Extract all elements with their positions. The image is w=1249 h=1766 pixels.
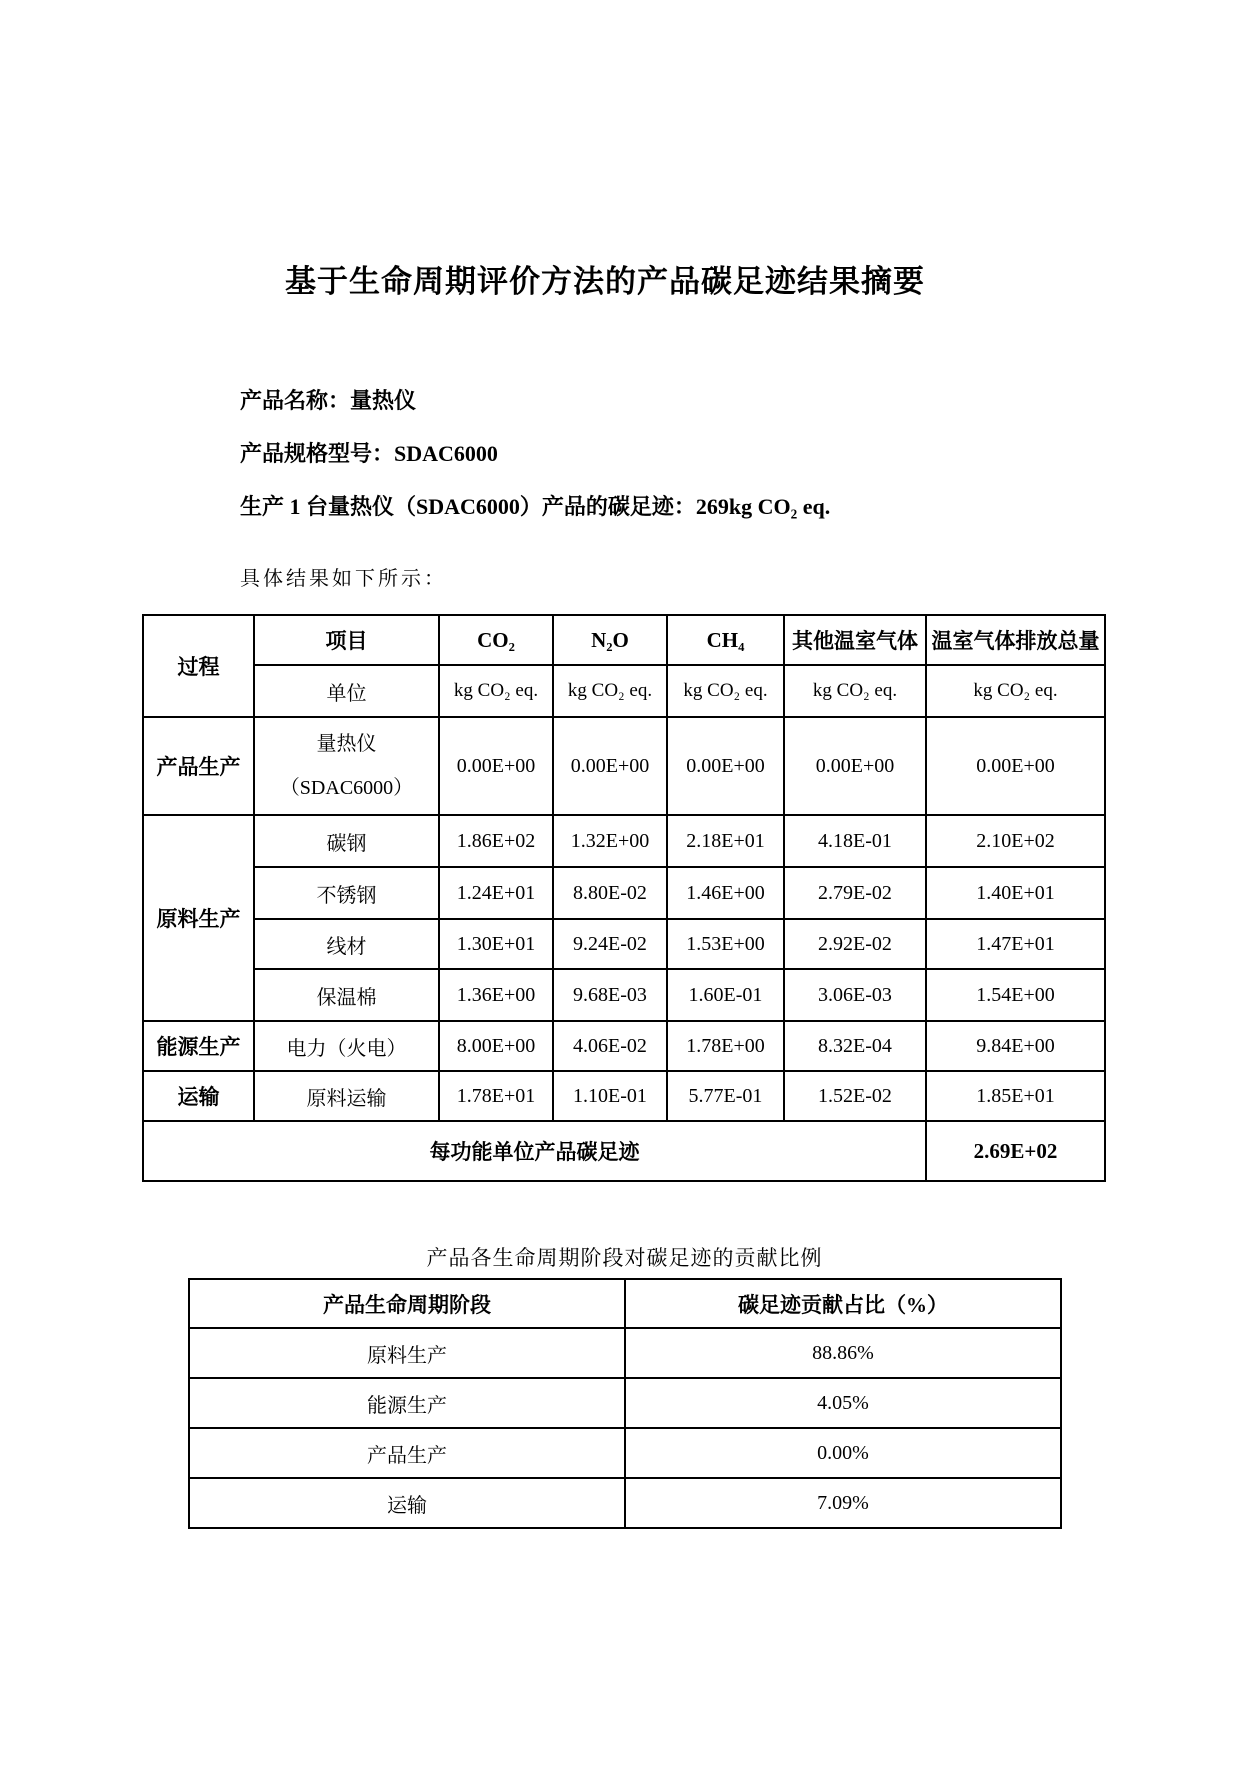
cell-item-line2: （SDAC6000） [279,777,414,799]
product-model-line: 产品规格型号：SDAC6000 [240,441,498,466]
cell-value: 4.18E-01 [784,815,926,867]
cell-value: 2.79E-02 [784,867,926,919]
cell-value: 9.84E+00 [926,1021,1105,1071]
header-row-units [143,665,1105,717]
cell-stage: 运输 [189,1478,625,1528]
col-header-process: 过程 [143,615,254,717]
contribution-row-raw-material [189,1328,1061,1378]
cell-value: 0.00E+00 [439,717,553,815]
cell-share: 0.00% [625,1428,1061,1478]
cell-share: 7.09% [625,1478,1061,1528]
cell-value: 3.06E-03 [784,969,926,1021]
cell-stage: 产品生产 [189,1428,625,1478]
table-footer-label: 每功能单位产品碳足迹 [143,1121,926,1181]
cell-value: 1.78E+01 [439,1071,553,1121]
page-title: 基于生命周期评价方法的产品碳足迹结果摘要 [285,264,925,299]
cell-share: 4.05% [625,1378,1061,1428]
table-footer-value: 2.69E+02 [926,1121,1105,1181]
cell-value: 5.77E-01 [667,1071,784,1121]
table-row-transport [143,1071,1105,1121]
row-label-energy-production: 能源生产 [143,1021,254,1071]
cell-value: 1.53E+00 [667,919,784,969]
cell-item-calorimeter [254,717,439,815]
cell-value: 1.85E+01 [926,1071,1105,1121]
cell-value: 1.78E+00 [667,1021,784,1071]
cell-value: 4.06E-02 [553,1021,667,1071]
cell-value: 1.54E+00 [926,969,1105,1021]
table-row-carbon-steel [143,815,1105,867]
cell-value: 1.40E+01 [926,867,1105,919]
contribution-header-row [189,1279,1061,1328]
emissions-table [142,614,1106,1182]
cell-value: 8.80E-02 [553,867,667,919]
cell-value: 2.10E+02 [926,815,1105,867]
col-header-ch4: CH₄ [667,615,784,665]
cell-value: 1.36E+00 [439,969,553,1021]
table-row-product-production [143,717,1105,815]
cell-value: 1.52E-02 [784,1071,926,1121]
cell-value: 1.47E+01 [926,919,1105,969]
cell-value: 1.30E+01 [439,919,553,969]
contribution-row-energy [189,1378,1061,1428]
col-header-n2o: N₂O [553,615,667,665]
table-row-wire [143,919,1105,969]
table-footer-row [143,1121,1105,1181]
cell-share: 88.86% [625,1328,1061,1378]
row-label-transport: 运输 [143,1071,254,1121]
contribution-row-product [189,1428,1061,1478]
cell-item: 不锈钢 [254,867,439,919]
cell-value: 8.32E-04 [784,1021,926,1071]
col-header-co2: CO₂ [439,615,553,665]
cell-item: 保温棉 [254,969,439,1021]
table-row-electricity [143,1021,1105,1071]
cell-item: 碳钢 [254,815,439,867]
col-header-total-ghg: 温室气体排放总量 [926,615,1105,665]
unit-row-label: 单位 [254,665,439,717]
cell-value: 1.24E+01 [439,867,553,919]
col-header-stage: 产品生命周期阶段 [189,1279,625,1328]
unit-cell-n2o: kg CO₂ eq. [553,665,667,717]
cell-item-line1: 量热仪 [316,733,377,755]
cell-value: 1.32E+00 [553,815,667,867]
col-header-item: 项目 [254,615,439,665]
cell-value: 2.92E-02 [784,919,926,969]
unit-cell-ch4: kg CO₂ eq. [667,665,784,717]
cell-value: 9.68E-03 [553,969,667,1021]
unit-cell-co2: kg CO₂ eq. [439,665,553,717]
cell-value: 2.18E+01 [667,815,784,867]
cell-item: 电力（火电） [254,1021,439,1071]
cell-value: 8.00E+00 [439,1021,553,1071]
cell-item: 线材 [254,919,439,969]
contribution-table-title: 产品各生命周期阶段对碳足迹的贡献比例 [426,1246,823,1270]
cell-value: 1.86E+02 [439,815,553,867]
unit-cell-other-ghg: kg CO₂ eq. [784,665,926,717]
cell-value: 1.60E-01 [667,969,784,1021]
product-footprint-line: 生产 1 台量热仪（SDAC6000）产品的碳足迹：269kg CO₂ eq. [240,494,831,519]
table-row-stainless-steel [143,867,1105,919]
cell-value: 0.00E+00 [926,717,1105,815]
col-header-share: 碳足迹贡献占比（%） [625,1279,1061,1328]
header-row-gases [143,615,1105,665]
cell-stage: 原料生产 [189,1328,625,1378]
cell-value: 9.24E-02 [553,919,667,969]
cell-value: 1.46E+00 [667,867,784,919]
contribution-table [188,1278,1062,1529]
cell-item: 原料运输 [254,1071,439,1121]
table-row-insulation-cotton [143,969,1105,1021]
row-label-product-production: 产品生产 [143,717,254,815]
product-name-line: 产品名称：量热仪 [240,388,417,413]
cell-value: 0.00E+00 [784,717,926,815]
cell-stage: 能源生产 [189,1378,625,1428]
cell-value: 1.10E-01 [553,1071,667,1121]
contribution-row-transport [189,1478,1061,1528]
cell-value: 0.00E+00 [667,717,784,815]
cell-value: 0.00E+00 [553,717,667,815]
col-header-other-ghg: 其他温室气体 [784,615,926,665]
row-label-raw-material-production: 原料生产 [143,815,254,1021]
unit-cell-total-ghg: kg CO₂ eq. [926,665,1105,717]
results-intro: 具体结果如下所示： [240,568,447,590]
